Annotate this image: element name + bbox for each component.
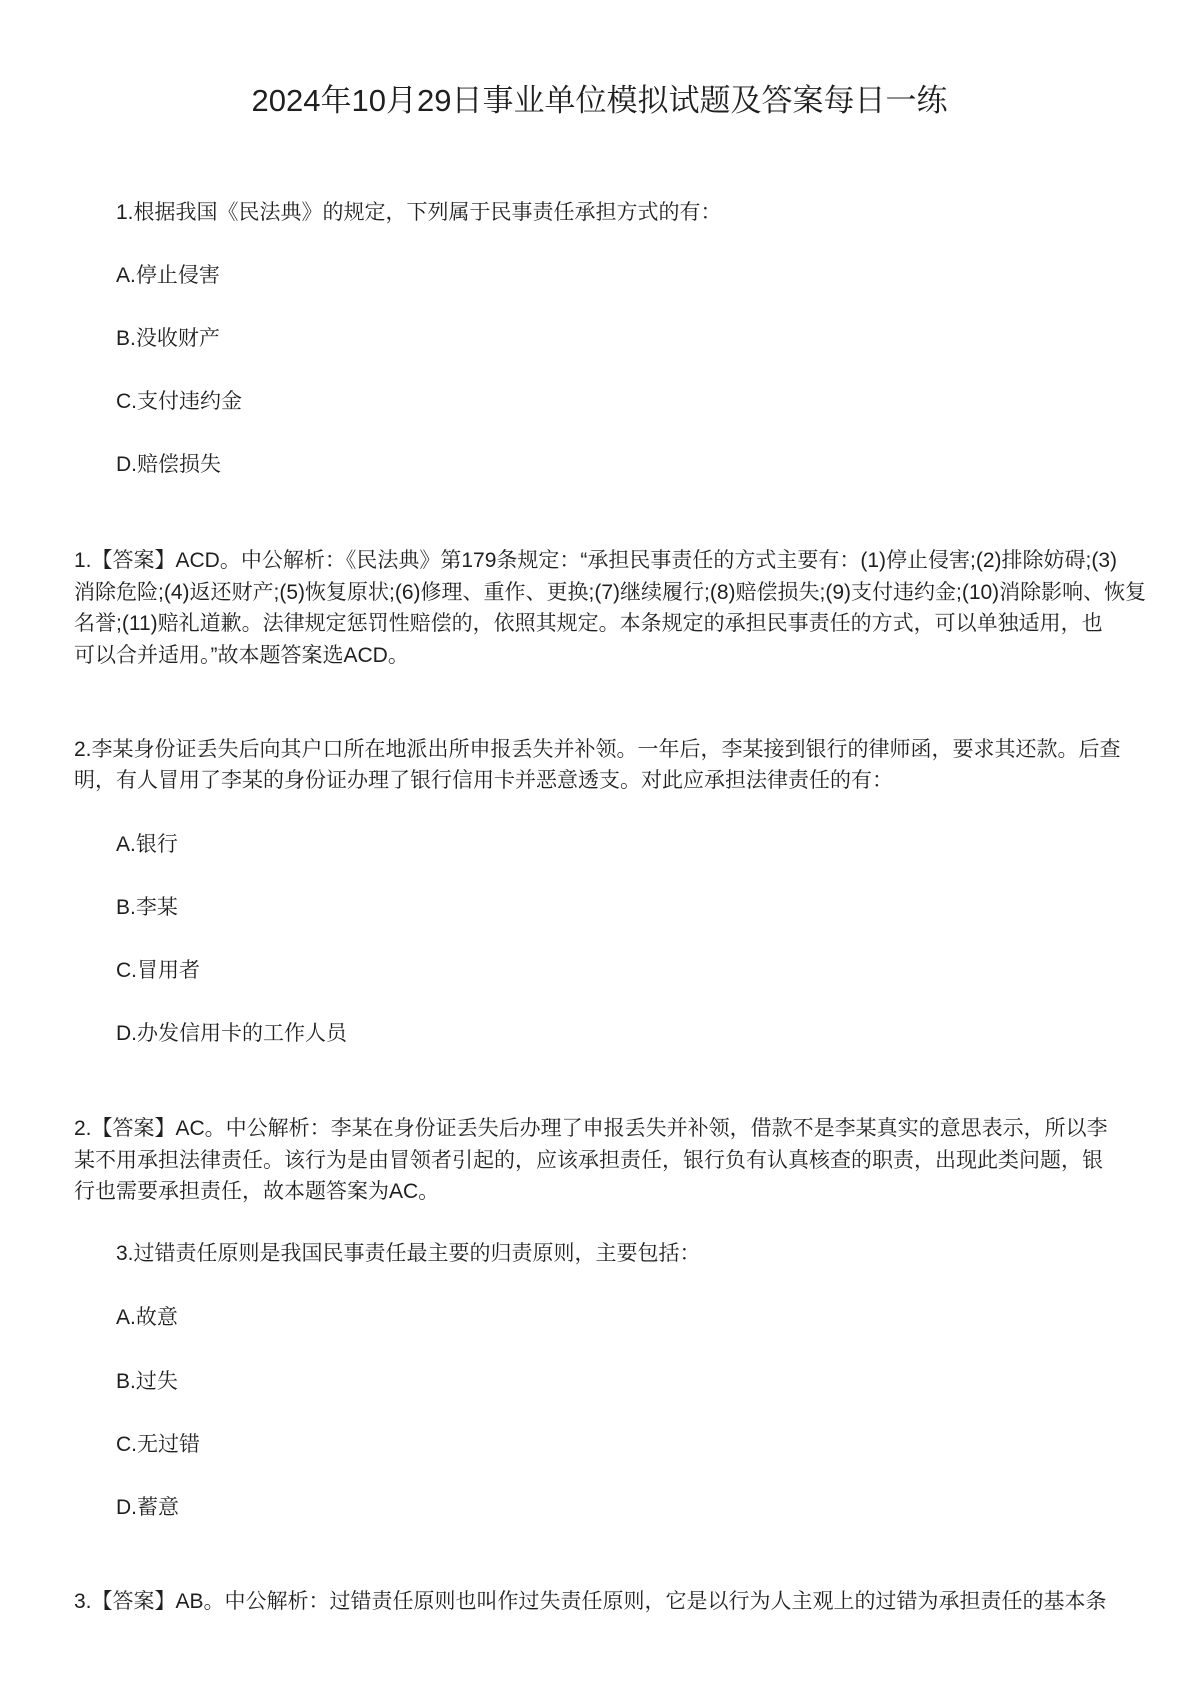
question-1-option-b: B.没收财产	[116, 327, 220, 350]
question-3-option-b: B.过失	[116, 1370, 178, 1393]
answer-1-explanation-line: 1.【答案】ACD。中公解析：《民法典》第179条规定：“承担民事责任的方式主要有：(1)停止侵害;(2)排除妨碍;(3)	[74, 549, 1118, 572]
answer-2-explanation-line: 行也需要承担责任，故本题答案为AC。	[74, 1180, 440, 1203]
answer-2-explanation-line: 2.【答案】AC。中公解析：李某在身份证丢失后办理了申报丢失并补领，借款不是李某真实的意思表示，所以李	[74, 1117, 1108, 1140]
question-1-option-d: D.赔偿损失	[116, 453, 221, 476]
answer-1-explanation-line: 名誉;(11)赔礼道歉。法律规定惩罚性赔偿的，依照其规定。本条规定的承担民事责任的方式，可以单独适用，也	[74, 612, 1103, 635]
question-3-option-a: A.故意	[116, 1306, 178, 1329]
question-2-stem: 2.李某身份证丢失后向其户口所在地派出所申报丢失并补领。一年后，李某接到银行的律师函，要求其还款。后查	[74, 738, 1121, 761]
question-1-stem: 1.根据我国《民法典》的规定，下列属于民事责任承担方式的有：	[116, 201, 722, 224]
question-2-stem: 明，有人冒用了李某的身份证办理了银行信用卡并恶意透支。对此应承担法律责任的有：	[74, 769, 893, 792]
question-2-option-a: A.银行	[116, 833, 178, 856]
question-2-option-c: C.冒用者	[116, 959, 200, 982]
answer-1-explanation-line: 可以合并适用。”故本题答案选ACD。	[74, 644, 409, 667]
question-1-option-c: C.支付违约金	[116, 390, 242, 413]
question-2-option-d: D.办发信用卡的工作人员	[116, 1022, 347, 1045]
answer-2-explanation-line: 某不用承担法律责任。该行为是由冒领者引起的，应该承担责任，银行负有认真核查的职责，出现此类问题，银	[74, 1149, 1103, 1172]
question-3-stem: 3.过错责任原则是我国民事责任最主要的归责原则，主要包括：	[116, 1242, 701, 1265]
question-2-option-b: B.李某	[116, 896, 178, 919]
document-title: 2024年10月29日事业单位模拟试题及答案每日一练	[251, 83, 948, 118]
question-3-option-d: D.蓄意	[116, 1496, 179, 1519]
answer-1-explanation-line: 消除危险;(4)返还财产;(5)恢复原状;(6)修理、重作、更换;(7)继续履行;(8)赔偿损失;(9)支付违约金;(10)消除影响、恢复	[74, 581, 1147, 604]
question-3-option-c: C.无过错	[116, 1433, 200, 1456]
question-1-option-a: A.停止侵害	[116, 264, 220, 287]
answer-3-explanation-line: 3.【答案】AB。中公解析：过错责任原则也叫作过失责任原则，它是以行为人主观上的过错为承担责任的基本条	[74, 1590, 1107, 1613]
